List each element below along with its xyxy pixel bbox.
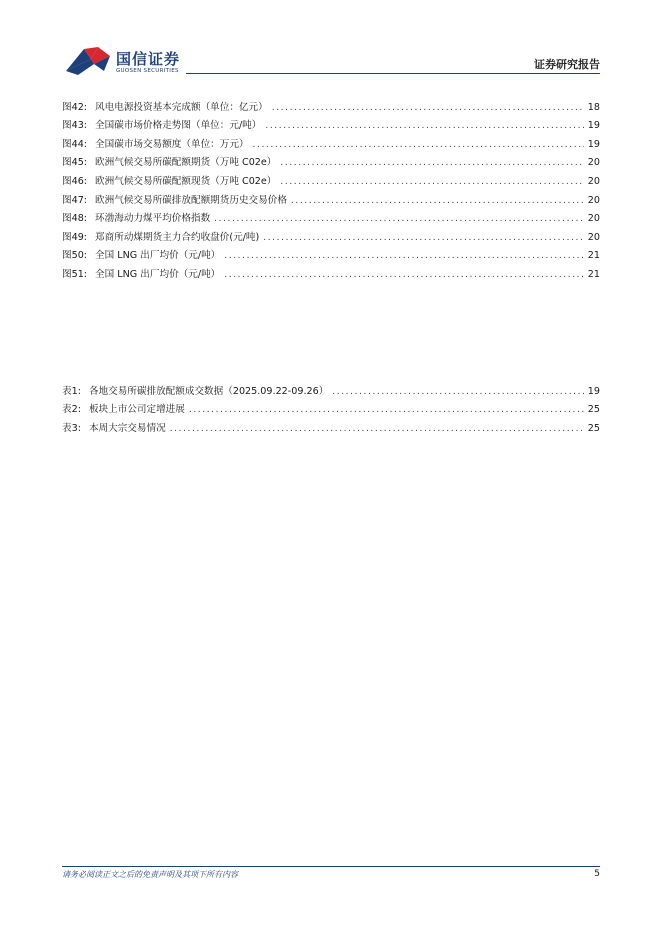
toc-entry-table[interactable] — [62, 398, 600, 417]
toc-entry-page: 19 — [587, 120, 600, 132]
toc-entry-title: 板块上市公司定增进展 — [88, 404, 185, 416]
toc-entry-figure[interactable] — [62, 169, 600, 188]
toc-entry-figure[interactable] — [62, 151, 600, 170]
page-number: 5 — [594, 869, 600, 879]
toc-entry-page: 25 — [587, 422, 600, 434]
toc-entry-number: 图49: — [62, 231, 88, 243]
toc-entry-page: 21 — [587, 250, 600, 262]
toc-entry-title: 各地交易所碳排放配额成交数据（2025.09.22-09.26） — [88, 385, 329, 397]
guosen-logo — [64, 44, 194, 80]
toc-entry-figure[interactable] — [62, 207, 600, 226]
toc-entry-number: 图47: — [62, 194, 88, 206]
toc-entry-figure[interactable] — [62, 132, 600, 151]
toc-entry-title: 全国 LNG 出厂均价（元/吨） — [95, 250, 221, 262]
toc-entry-title: 欧洲气候交易所碳配额期货（万吨 C02e） — [95, 157, 277, 169]
toc-leader-dots — [263, 232, 584, 244]
toc-entry-number: 图45: — [62, 157, 88, 169]
toc-entry-number: 图48: — [62, 213, 88, 225]
toc-entry-page: 19 — [587, 138, 600, 150]
toc-entry-page: 20 — [587, 231, 600, 243]
toc-leader-dots — [280, 176, 583, 188]
header-divider — [186, 73, 600, 74]
toc-entry-figure[interactable] — [62, 114, 600, 133]
toc-entry-page: 20 — [587, 213, 600, 225]
toc-entry-number: 图44: — [62, 138, 88, 150]
table-list — [62, 379, 600, 435]
footer-disclaimer: 请务必阅读正文之后的免责声明及其项下所有内容 — [62, 870, 238, 879]
toc-leader-dots — [214, 213, 584, 225]
toc-entry-table[interactable] — [62, 379, 600, 398]
toc-leader-dots — [291, 195, 584, 207]
toc-entry-page: 19 — [587, 385, 600, 397]
guosen-logo-mark-icon — [64, 44, 114, 78]
toc-leader-dots — [189, 404, 584, 416]
toc-entry-title: 全国碳市场价格走势图（单位：元/吨） — [95, 120, 262, 132]
toc-leader-dots — [272, 102, 584, 114]
toc-entry-title: 欧洲气候交易所碳排放配额期货历史交易价格 — [95, 194, 287, 206]
toc-entry-figure[interactable] — [62, 188, 600, 207]
page-header — [0, 0, 662, 80]
toc-entry-figure[interactable] — [62, 95, 600, 114]
toc-entry-title: 风电电源投资基本完成额（单位：亿元） — [95, 101, 268, 113]
toc-entry-table[interactable] — [62, 416, 600, 435]
toc-entry-number: 表1: — [62, 385, 81, 397]
toc-entry-title: 环渤海动力煤平均价格指数 — [95, 213, 211, 225]
toc-entry-number: 表2: — [62, 404, 81, 416]
toc-leader-dots — [224, 250, 584, 262]
toc-entry-number: 图46: — [62, 175, 88, 187]
toc-entry-page: 25 — [587, 404, 600, 416]
toc-entry-title: 本周大宗交易情况 — [88, 422, 166, 434]
toc-leader-dots — [265, 120, 583, 132]
toc-entry-title: 郑商所动煤期货主力合约收盘价(元/吨) — [95, 231, 260, 243]
toc-entry-page: 20 — [587, 194, 600, 206]
toc-leader-dots — [253, 139, 584, 151]
toc-entry-title: 全国碳市场交易额度（单位：万元） — [95, 138, 249, 150]
toc-entry-number: 图50: — [62, 250, 88, 262]
toc-entry-title: 欧洲气候交易所碳配额现货（万吨 C02e） — [95, 175, 277, 187]
toc-entry-number: 图43: — [62, 120, 88, 132]
toc-leader-dots — [332, 386, 583, 398]
footer-divider — [62, 866, 600, 867]
toc-entry-number: 图42: — [62, 101, 88, 113]
toc-entry-page: 21 — [587, 268, 600, 280]
toc-entry-title: 全国 LNG 出厂均价（元/吨） — [95, 268, 221, 280]
logo-text-en: GUOSEN SECURITIES — [116, 68, 179, 74]
logo-text-cn: 国信证券 — [116, 50, 181, 68]
report-type-label: 证券研究报告 — [534, 58, 600, 71]
toc-entry-page: 20 — [587, 157, 600, 169]
toc-leader-dots — [170, 423, 584, 435]
toc-entry-figure[interactable] — [62, 244, 600, 263]
toc-entry-number: 表3: — [62, 422, 81, 434]
toc-entry-figure[interactable] — [62, 262, 600, 281]
toc-entry-page: 18 — [587, 101, 600, 113]
toc-entry-number: 图51: — [62, 268, 88, 280]
toc-entry-figure[interactable] — [62, 225, 600, 244]
toc-leader-dots — [224, 269, 584, 281]
figure-list — [62, 95, 600, 281]
toc-leader-dots — [280, 157, 583, 169]
toc-entry-page: 20 — [587, 175, 600, 187]
